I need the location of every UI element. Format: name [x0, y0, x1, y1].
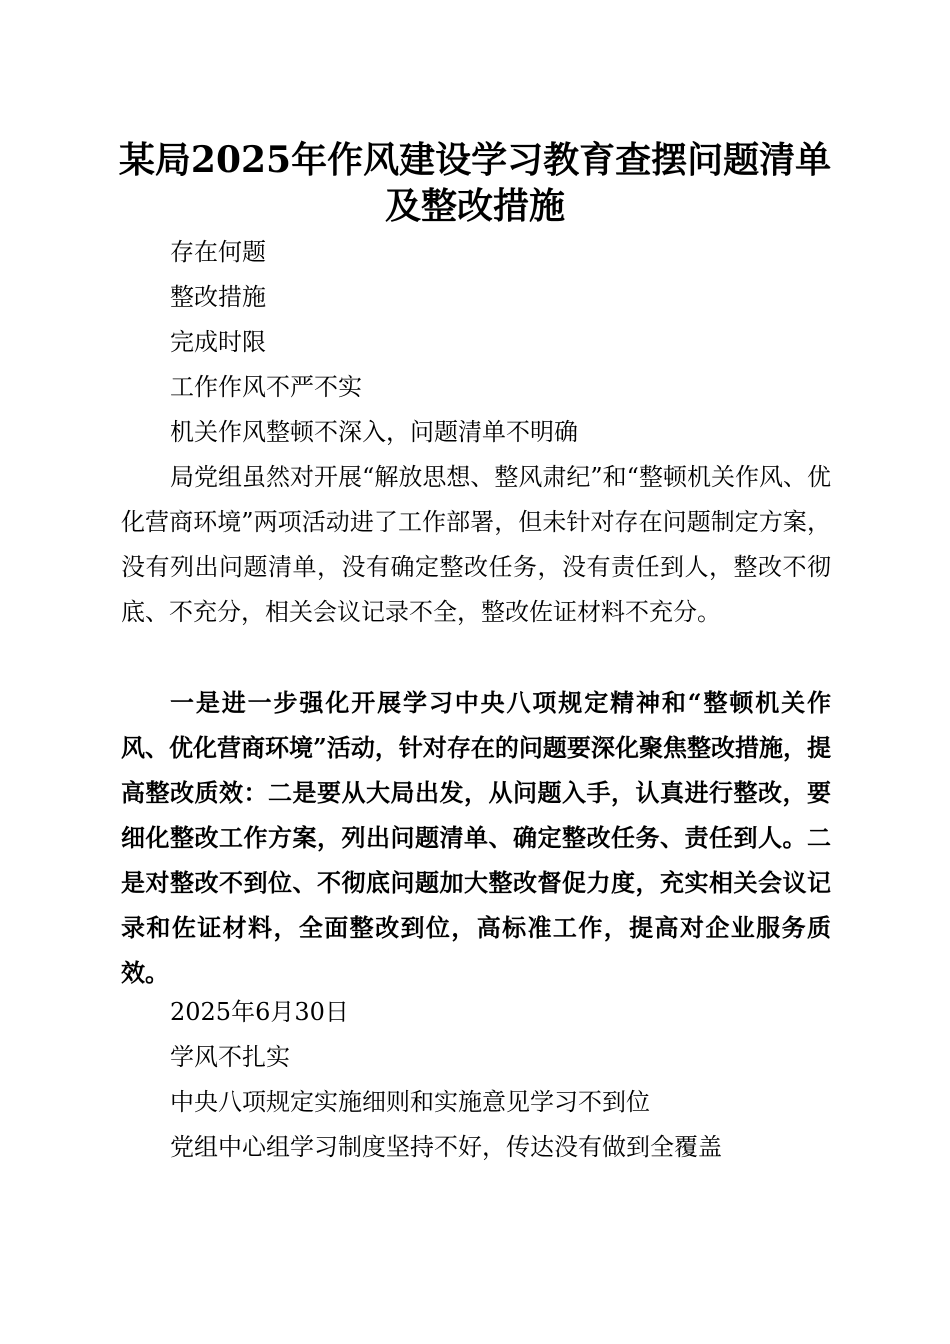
category-work-style: 工作作风不严不实: [170, 373, 362, 401]
problem-item-group-study: 党组中心组学习制度坚持不好，传达没有做到全覆盖: [170, 1133, 722, 1161]
header-rectification-measures: 整改措施: [170, 283, 266, 311]
category-study-style: 学风不扎实: [170, 1043, 290, 1071]
problem-item-heading: 机关作风整顿不深入，问题清单不明确: [170, 418, 578, 446]
header-existing-problems: 存在何题: [170, 238, 266, 266]
rectification-measures-paragraph: 一是进一步强化开展学习中央八项规定精神和“整顿机关作风、优化营商环境”活动，针对存在的问题要深化聚焦整改措施，提高整改质效：二是要从大局出发，从问题入手，认真进行整改，要细化整改工作方案，列出问题清单、确定整改任务、责任到人。二是对整改不到位、不彻底问题加大整改督促力度，充实相关会议记录和佐证材料，全面整改到位，高标准工作，提高对企业服务质效。: [121, 688, 831, 987]
completion-date: 2025年6月30日: [170, 998, 349, 1026]
document-title-line-2: 及整改措施: [384, 185, 565, 227]
header-completion-deadline: 完成时限: [170, 328, 266, 356]
document-title-line-1: 某局2025年作风建设学习教育查摆问题清单: [118, 139, 832, 181]
problem-description-paragraph: 局党组虽然对开展“解放思想、整风肃纪”和“整顿机关作风、优化营商环境”两项活动进了工作部署，但未针对存在问题制定方案，没有列出问题清单，没有确定整改任务，没有责任到人，整改不彻底、不充分，相关会议记录不全，整改佐证材料不充分。: [121, 463, 831, 626]
problem-item-regulations: 中央八项规定实施细则和实施意见学习不到位: [170, 1088, 650, 1116]
